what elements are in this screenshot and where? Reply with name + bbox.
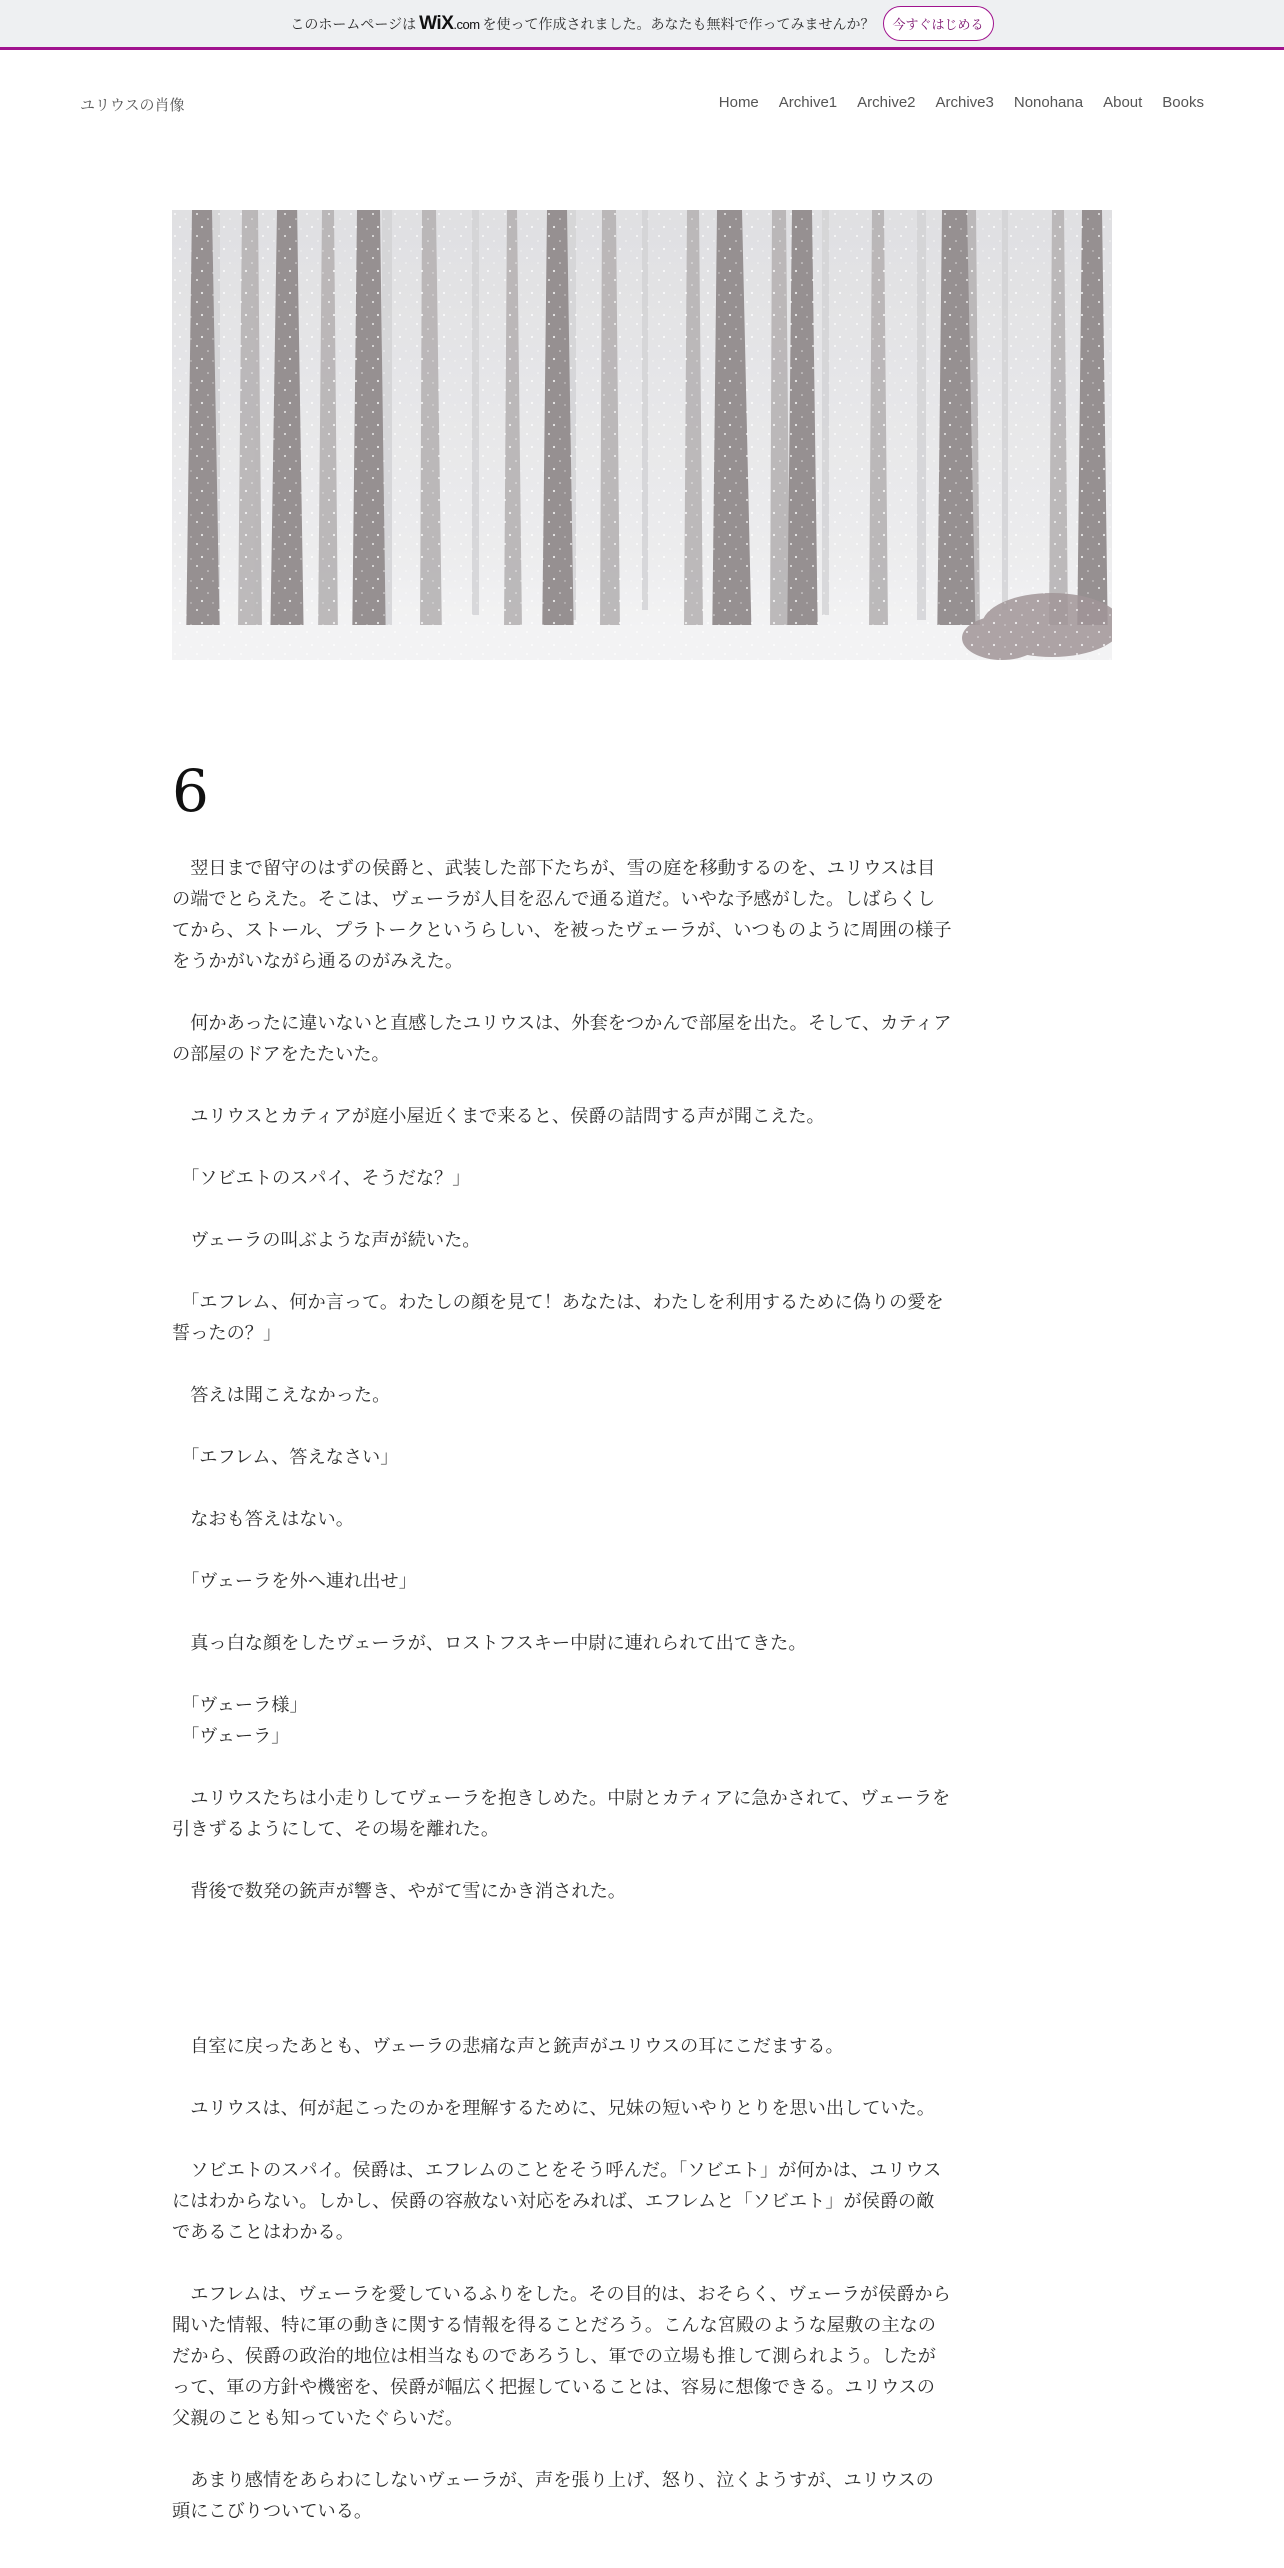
snowy-forest-illustration (172, 210, 1112, 660)
paragraph: 背後で数発の銃声が響き、やがて雪にかき消された。 (172, 1881, 626, 1902)
paragraph: 翌日まで留守のはずの侯爵と、武装した部下たちが、雪の庭を移動するのを、ユリウスは目の端でとらえた。そこは、ヴェーラが人目を忍んで通る道だ。いやな予感がした。しばらくしてから、ストール、プラトークというらしい、を被ったヴェーラが、いつものように周囲の様子をうかがいながら通るのがみえた。 (172, 858, 952, 972)
nav-item-archive1[interactable]: Archive1 (778, 94, 838, 111)
site-title[interactable]: ユリウスの肖像 (80, 96, 185, 114)
paragraph: 何かあったに違いないと直感したユリウスは、外套をつかんで部屋を出た。そして、カティアの部屋のドアをたたいた。 (172, 1013, 952, 1065)
nav-item-nonohana[interactable]: Nonohana (1013, 94, 1084, 111)
wix-banner (0, 0, 1284, 50)
paragraph: あまり感情をあらわにしないヴェーラが、声を張り上げ、怒り、泣くようすが、ユリウスの頭にこびりついている。 (172, 2470, 934, 2522)
wix-banner-prefix: このホームページは (290, 16, 417, 33)
paragraph: ヴェーラの叫ぶような声が続いた。 (172, 1230, 481, 1251)
paragraph: ユリウスは、何が起こったのかを理解するために、兄妹の短いやりとりを思い出していた。 (172, 2098, 935, 2119)
paragraph: ソビエトのスパイ。侯爵は、エフレムのことをそう呼んだ。「ソビエト」が何かは、ユリウスにはわからない。しかし、侯爵の容赦ない対応をみれば、エフレムと「ソビエト」が侯爵の敵であることはわかる。 (172, 2160, 942, 2243)
paragraph: ユリウスたちは小走りしてヴェーラを抱きしめた。中尉とカティアに急かされて、ヴェーラを引きずるようにして、その場を離れた。 (172, 1788, 951, 1840)
nav-item-books[interactable]: Books (1162, 94, 1204, 111)
paragraph: 「ソビエトのスパイ、そうだな？」 (172, 1168, 471, 1189)
paragraph: 「ヴェーラ様」 「ヴェーラ」 (190, 1695, 308, 1747)
paragraph: 「ヴェーラを外へ連れ出せ」 (172, 1571, 417, 1592)
paragraph: エフレムは、ヴェーラを愛しているふりをした。その目的は、おそらく、ヴェーラが侯爵から聞いた情報、特に軍の動きに関する情報を得ることだろう。こんな宮殿のような屋敷の主なのだから、侯爵の政治的地位は相当なものであろうし、軍での立場も推して測られよう。したがって、軍の方針や機密を、侯爵が幅広く把握していることは、容易に想像できる。ユリウスの父親のことも知っていたぐらいだ。 (172, 2284, 951, 2429)
post-body (172, 853, 952, 2558)
section-spacer (172, 1938, 952, 2031)
paragraph: 「エフレム、答えなさい」 (172, 1447, 399, 1468)
nav-item-archive3[interactable]: Archive3 (935, 94, 994, 111)
hero-image-snowy-forest (172, 210, 1112, 660)
paragraph: 答えは聞こえなかった。 (172, 1385, 391, 1406)
wix-logo[interactable]: WiX.com (419, 12, 480, 34)
paragraph: 「エフレム、何か言って。わたしの顔を見て！あなたは、わたしを利用するために偽りの愛を誓ったの？」 (172, 1292, 944, 1344)
paragraph: ユリウスとカティアが庭小屋近くまで来ると、侯爵の詰問する声が聞こえた。 (172, 1106, 825, 1127)
nav-item-home[interactable]: Home (718, 94, 759, 111)
paragraph: 自室に戻ったあとも、ヴェーラの悲痛な声と銃声がユリウスの耳にこだまする。 (172, 2036, 844, 2057)
start-now-button[interactable]: 今すぐはじめる (883, 6, 994, 41)
main-nav (699, 94, 1204, 111)
wix-banner-suffix: を使って作成されました。あなたも無料で作ってみませんか？ (482, 16, 875, 33)
post-title: 6 (172, 756, 209, 825)
nav-item-about[interactable]: About (1103, 94, 1143, 111)
paragraph: なおも答えはない。 (172, 1509, 354, 1530)
nav-item-archive2[interactable]: Archive2 (857, 94, 916, 111)
paragraph: 真っ白な顔をしたヴェーラが、ロストフスキー中尉に連れられて出てきた。 (172, 1633, 807, 1654)
